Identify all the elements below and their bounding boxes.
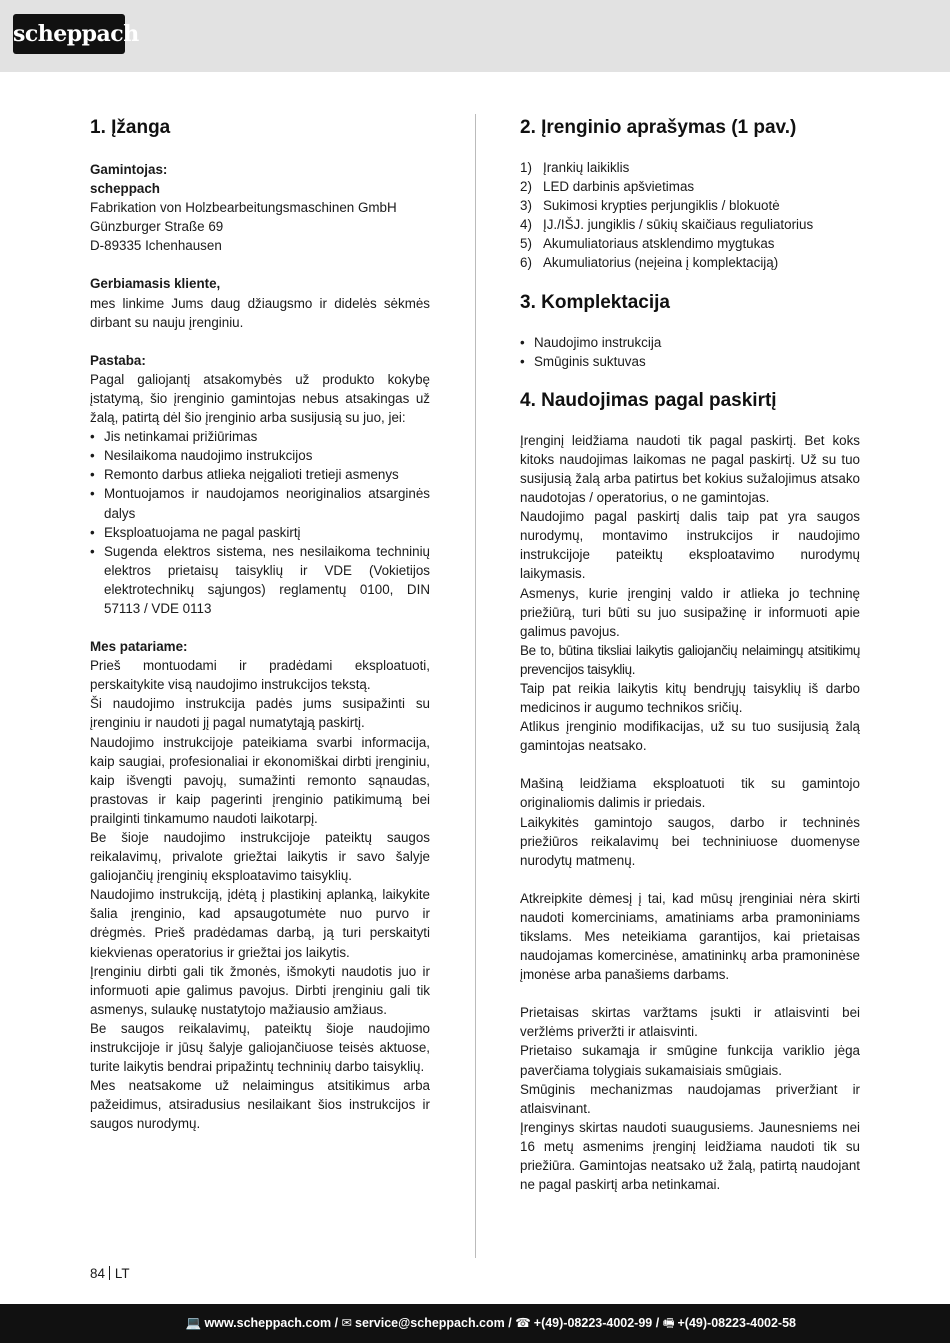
paragraph: Prietaiso sukamąja ir smūgine funkcija variklio jėga paverčiama tolygiais sukamaisiais smūgiais. [520,1043,860,1078]
list-item: • Sugenda elektros sistema, nes nesilaikoma techninių elektros prietaisų taisyklių ir VDE (Vokietijos elektrotechnikų sąjungos) reglamentų 0100, DIN 57113 / VDE 0113 [90,542,430,618]
list-item [520,253,860,272]
parts-list [520,158,860,273]
item-number: 5) [520,236,532,252]
header-bar [0,0,950,72]
greeting-text: mes linkime Jums daug džiaugsmo ir didelės sėkmės dirbant su nauju įrenginiu. [90,295,430,330]
manufacturer-label: Gamintojas: [90,162,168,177]
section-heading-intended-use: 4. Naudojimas pagal paskirtį [520,389,777,411]
note-text: Pagal galiojantį atsakomybės už produkto kokybę įstatymą, šio įrenginio gamintojas nebus atsakingas už žalą, patirtą dėl šio įrenginio arba susijusią su juo, jei: [90,371,430,426]
paragraph: Mašiną leidžiama eksploatuoti tik su gamintojo originaliomis dalimis ir priedais. [520,776,860,811]
manufacturer-name: scheppach [90,181,160,197]
note-bullet-list [90,427,430,618]
page-language: LT [114,1266,130,1281]
kit-list [520,333,860,371]
footer-separator: / [652,1316,663,1330]
page-separator [109,1266,110,1280]
paragraph: Mes neatsakome už nelaimingus atsitikimus arba pažeidimus, atsiradusius nesilaikant šios instrukcijos ir saugos nurodymų. [90,1078,430,1132]
list-item [520,196,860,215]
list-item: • Jis netinkamai prižiūrimas [90,427,430,446]
paragraph: Įrenginiu dirbti gali tik žmonės, išmokyti naudotis juo ir informuoti apie galimus pavojus. Dirbti įrenginiu gali tik asmenys, sulaukę nustatytojo mažiausio amžiaus. [90,963,430,1017]
item-text: Akumuliatorius (neįeina į komplektaciją) [543,255,779,271]
paragraph: Asmenys, kurie įrenginį valdo ir atlieka jo techninę priežiūrą, turi būti su juo susipažinę ir informuoti apie galimus pavojus. [520,585,860,639]
list-item: • Remonto darbus atlieka neįgalioti tretieji asmenys [90,465,430,484]
left-column [90,116,430,1134]
computer-icon: 💻 [185,1316,202,1330]
item-text: Sukimosi krypties perjungiklis / blokuotė [543,198,780,214]
recommend-label: Mes patariame: [90,639,188,655]
page-number-value: 84 [90,1266,105,1281]
footer-email[interactable]: service@scheppach.com [355,1316,505,1330]
section-heading-kit: 3. Komplektacija [520,291,670,313]
paragraph: Įrenginį leidžiama naudoti tik pagal paskirtį. Bet koks kitoks naudojimas laikomas ne pagal paskirtį. Už su tuo susijusią žalą arba patirtus bet kokius sužalojimus atsako naudotojas / operatorius, o ne gamintojas. [520,432,860,506]
paragraph: Taip pat reikia laikytis kitų bendrųjų taisyklių iš darbo medicinos ir augumo technikos sričių. [520,680,860,716]
scheppach-logo: scheppach [13,14,125,54]
list-item [520,234,860,253]
footer-website[interactable]: www.scheppach.com [204,1316,332,1330]
paragraph: Laikykitės gamintojo saugos, darbo ir techninės priežiūros reikalavimų bei techniniuose duomenyse nurodytų matmenų. [520,814,860,868]
paragraph: Naudojimo instrukciją, įdėtą į plastikinį aplanką, laikykite šalia įrenginio, kad apsaugotumėte nuo purvo ir drėgmės. Prieš pradėdamas darbą, ją turi perskaityti kiekvienas operatorius ir griežtai jos laikytis. [90,887,430,960]
footer-separator: / [331,1316,342,1330]
list-item: • Montuojamos ir naudojamos neoriginalios atsarginės dalys [90,484,430,522]
item-text: LED darbinis apšvietimas [543,179,695,195]
mail-icon: ✉ [341,1316,352,1330]
section-heading-intro: 1. Įžanga [90,117,171,138]
item-text: Akumuliatoriaus atsklendimo mygtukas [543,236,775,252]
page-number [90,1265,130,1283]
paragraph: Be saugos reikalavimų, pateiktų šioje naudojimo instrukcijoje ir jūsų šalyje galiojančiuose teisės aktuose, turite laikytis bendrai pripažintų techninių darbo taisyklių. [90,1020,430,1075]
paragraph: Ši naudojimo instrukcija padės jums susipažinti su įrenginiu ir naudoti jį pagal numatytąją paskirtį. [90,696,430,731]
item-text: Įrankių laikiklis [543,160,630,175]
paragraph: Atkreipkite dėmesį į tai, kad mūsų įrenginiai nėra skirti naudoti komerciniams, amatiniams arba pramoniniams tikslams. Mes neteikiama garantijos, kai prietaisas naudojamas komercinėse, amatininkų arba pramoninėse įmonėse arba panašiems darbams. [520,890,860,983]
footer-fax: +(49)-08223-4002-58 [677,1316,796,1330]
list-item: • Eksploatuojama ne pagal paskirtį [90,523,430,542]
paragraph: Naudojimo instrukcijoje pateikiama svarbi informacija, kaip saugiai, profesionaliai ir ekonomiškai dirbti įrenginiu, kaip išvengti pavojų, sumažinti remonto sąnaudas, prastovas ir kaip pagerinti įrenginio patikimumą bei prailginti tinkamumo naudoti laikotarpį. [90,734,430,826]
paragraph: Atlikus įrenginio modifikacijas, už su tuo susijusią žalą gamintojas neatsako. [520,719,860,754]
item-number: 4) [520,217,532,233]
manufacturer-company: Fabrikation von Holzbearbeitungsmaschinen GmbH [90,200,397,216]
paragraph: Prieš montuodami ir pradėdami eksploatuoti, perskaitykite visą naudojimo instrukcijos tekstą. [90,658,430,693]
paragraph: Smūginis mechanizmas naudojamas priveržiant ir atlaisvinant. [520,1081,860,1116]
list-item: • Naudojimo instrukcija [520,333,860,352]
manufacturer-city: D-89335 Ichenhausen [90,238,222,254]
column-divider [475,114,476,1258]
manufacturer-street: Günzburger Straße 69 [90,219,224,235]
greeting-label: Gerbiamasis kliente, [90,276,221,292]
list-item [520,158,860,177]
section-heading-description: 2. Įrenginio aprašymas (1 pav.) [520,117,797,138]
paragraph: Įrenginys skirtas naudoti suaugusiems. Jaunesniems nei 16 metų asmenims įrenginį leidžiama naudoti tik su priežiūra. Gamintojas neatsako už žalą, patirtą naudojant ne pagal paskirtį arba netinkamai. [520,1119,860,1193]
item-text: ĮJ./IŠJ. jungiklis / sūkių skaičiaus reguliatorius [543,217,814,233]
list-item [520,177,860,196]
phone-icon: ☎ [515,1316,531,1330]
note-label: Pastaba: [90,352,146,368]
item-number: 1) [520,160,532,175]
footer-separator: / [504,1316,516,1330]
list-item [520,215,860,234]
footer-phone: +(49)-08223-4002-99 [533,1316,653,1330]
paragraph: Be to, būtina tiksliai laikytis galiojančių nelaimingų atsitikimų prevencijos taisyklių. [520,642,860,677]
item-number: 6) [520,255,532,271]
paragraph: Be šioje naudojimo instrukcijoje pateiktų saugos reikalavimų, privalote griežtai laikytis ir savo šalyje galiojančių įrenginių eksploatavimo taisyklių. [90,830,430,884]
fax-icon: 🖷 [662,1316,675,1330]
paragraph: Prietaisas skirtas varžtams įsukti ir atlaisvinti bei veržlėms priveržti ir atlaisvinti. [520,1005,860,1040]
contact-footer [0,1304,950,1343]
list-item: • Nesilaikoma naudojimo instrukcijos [90,446,430,465]
item-number: 3) [520,198,532,214]
list-item: • Smūginis suktuvas [520,352,860,371]
right-column [520,116,860,1194]
item-number: 2) [520,179,532,195]
paragraph: Naudojimo pagal paskirtį dalis taip pat yra saugos nurodymų, montavimo instrukcijos ir naudojimo instrukcijoje pateiktų eksploatavimo nurodymų laikymasis. [520,509,860,582]
